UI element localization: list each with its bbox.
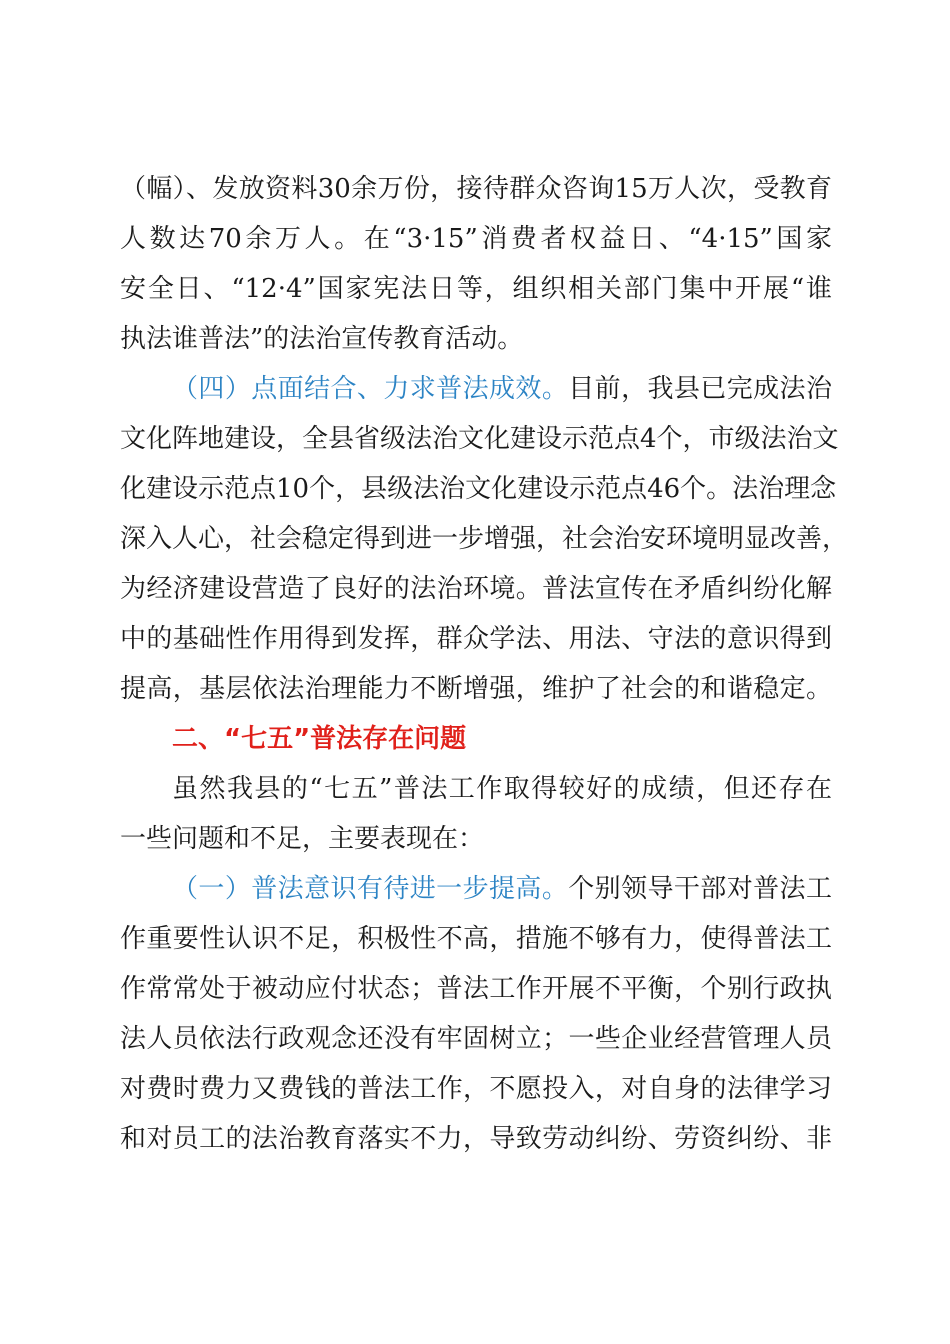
paragraph-line: 人数达70余万人。在“3·15”消费者权益日、“4·15”国家 <box>120 224 832 254</box>
paragraph-line: 虽然我县的“七五”普法工作取得较好的成绩，但还存在 <box>172 774 832 804</box>
paragraph-line: 作常常处于被动应付状态；普法工作开展不平衡，个别行政执 <box>120 974 832 1004</box>
subheading-four: （四）点面结合、力求普法成效。 <box>172 374 569 404</box>
paragraph-first-line <box>172 871 832 907</box>
paragraph-line: 化建设示范点10个，县级法治文化建设示范点46个。法治理念 <box>120 474 837 504</box>
paragraph-line: 对费时费力又费钱的普法工作，不愿投入，对自身的法律学习 <box>120 1074 832 1104</box>
paragraph-first-line <box>172 371 832 407</box>
paragraph-line: （幅）、发放资料30余万份，接待群众咨询15万人次，受教育 <box>120 174 832 204</box>
subheading-one: （一）普法意识有待进一步提高。 <box>172 874 569 904</box>
paragraph-line: 深入人心，社会稳定得到进一步增强，社会治安环境明显改善， <box>120 524 849 554</box>
paragraph-text: 个别领导干部对普法工 <box>568 874 832 904</box>
paragraph-line: 为经济建设营造了良好的法治环境。普法宣传在矛盾纠纷化解 <box>120 574 832 604</box>
paragraph-line: 和对员工的法治教育落实不力，导致劳动纠纷、劳资纠纷、非 <box>120 1124 832 1154</box>
paragraph-line: 作重要性认识不足，积极性不高，措施不够有力，使得普法工 <box>120 924 832 954</box>
section-title: 二、“七五”普法存在问题 <box>172 724 467 754</box>
paragraph-line: 安全日、“12·4”国家宪法日等，组织相关部门集中开展“谁 <box>120 274 832 304</box>
paragraph-text: 目前，我县已完成法治 <box>568 374 832 404</box>
paragraph-line: 执法谁普法”的法治宣传教育活动。 <box>120 324 524 354</box>
paragraph-line: 文化阵地建设，全县省级法治文化建设示范点4个，市级法治文 <box>120 424 839 454</box>
paragraph-line: 中的基础性作用得到发挥，群众学法、用法、守法的意识得到 <box>120 624 832 654</box>
paragraph-line: 法人员依法行政观念还没有牢固树立；一些企业经营管理人员 <box>120 1024 832 1054</box>
paragraph-line: 提高，基层依法治理能力不断增强，维护了社会的和谐稳定。 <box>120 674 832 704</box>
paragraph-line: 一些问题和不足，主要表现在： <box>120 824 485 854</box>
